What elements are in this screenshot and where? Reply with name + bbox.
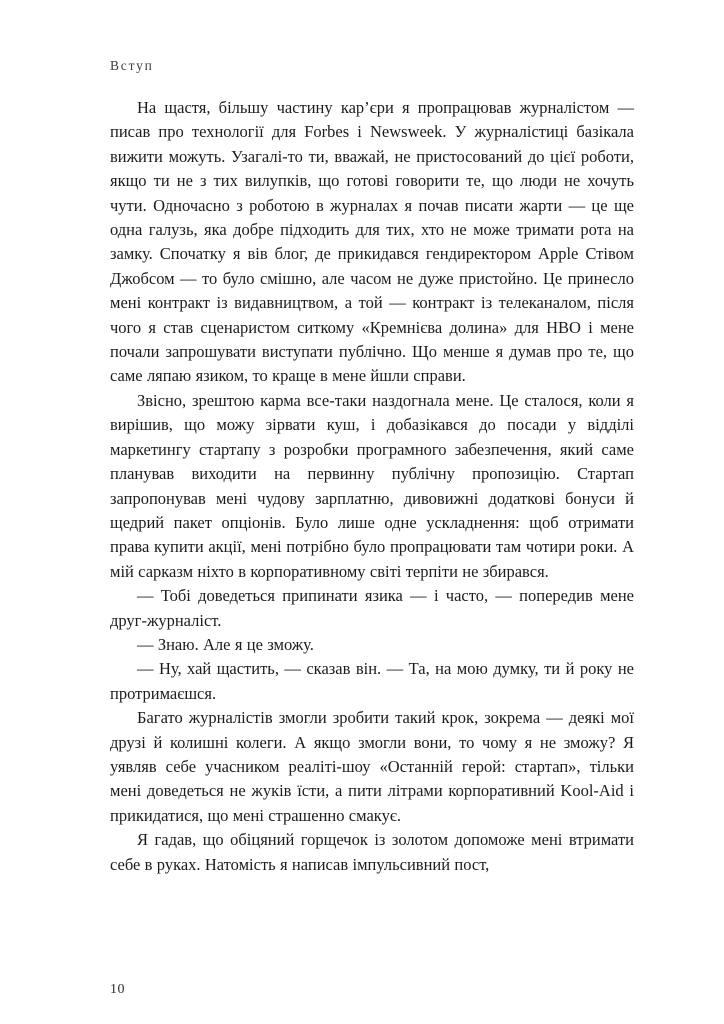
paragraph: — Знаю. Але я це зможу. (137, 634, 314, 654)
page-number: 10 (110, 982, 125, 997)
paragraph: Багато журналістів змогли зробити такий крок, зокрема — деякі мої друзі й колишні колеги. А якщо змогли вони, то чому я не зможу? Я уявляв себе учасником реаліті-шоу «Останній герой: стартап», тільки мені доведеться не жуків їсти, а пити літрами корпоративний Kool-Aid і прикидатися, що мені страшенно смакує. (110, 708, 634, 825)
body-text (110, 96, 634, 877)
paragraph: — Тобі доведеться припинати язика — і часто, — попередив мене друг-журналіст. (110, 586, 634, 630)
paragraph: Звісно, зрештою карма все-таки наздогнала мене. Це сталося, коли я вирішив, що можу зірвати куш, і добазікався до посади у відділі маркетингу стартапу з розробки програмного забезпечення, який саме планував виходити на первинну публічну пропозицію. Стартап запропонував мені чудову зарплатню, дивовижні додаткові бонуси й щедрий пакет опціонів. Було лише одне ускладнення: щоб отримати права купити акції, мені потрібно було пропрацювати там чотири роки. А мій сарказм ніхто в корпоративному світі терпіти не збирався. (110, 390, 634, 581)
paragraph: Я гадав, що обіцяний горщечок із золотом допоможе мені втримати себе в руках. Натомість я написав імпульсивний пост, (110, 830, 634, 874)
paragraph: — Ну, хай щастить, — сказав він. — Та, на мою думку, ти й року не протримаєшся. (110, 659, 634, 703)
paragraph: На щастя, більшу частину кар’єри я пропрацював журналістом — писав про технології для Forbes і Newsweek. У журналістиці базікала вижити можуть. Узагалі-то ти, вважай, не пристосований до цієї роботи, якщо ти не з тих вилупків, що готові говорити те, що люди не хочуть чути. Одночасно з роботою в журналах я почав писати жарти — це ще одна галузь, яка добре підходить для тих, хто не може тримати рота на замку. Спочатку я вів блог, де прикидався гендиректором Apple Стівом Джобсом — то було смішно, але часом не дуже пристойно. Це принесло мені контракт із видавництвом, а той — контракт із телеканалом, після чого я став сценаристом ситкому «Кремнієва долина» для HBO і мене почали запрошувати виступати публічно. Що менше я думав про те, що саме ляпаю язиком, то краще в мене йшли справи. (110, 98, 634, 386)
running-head: Вступ (110, 58, 154, 73)
